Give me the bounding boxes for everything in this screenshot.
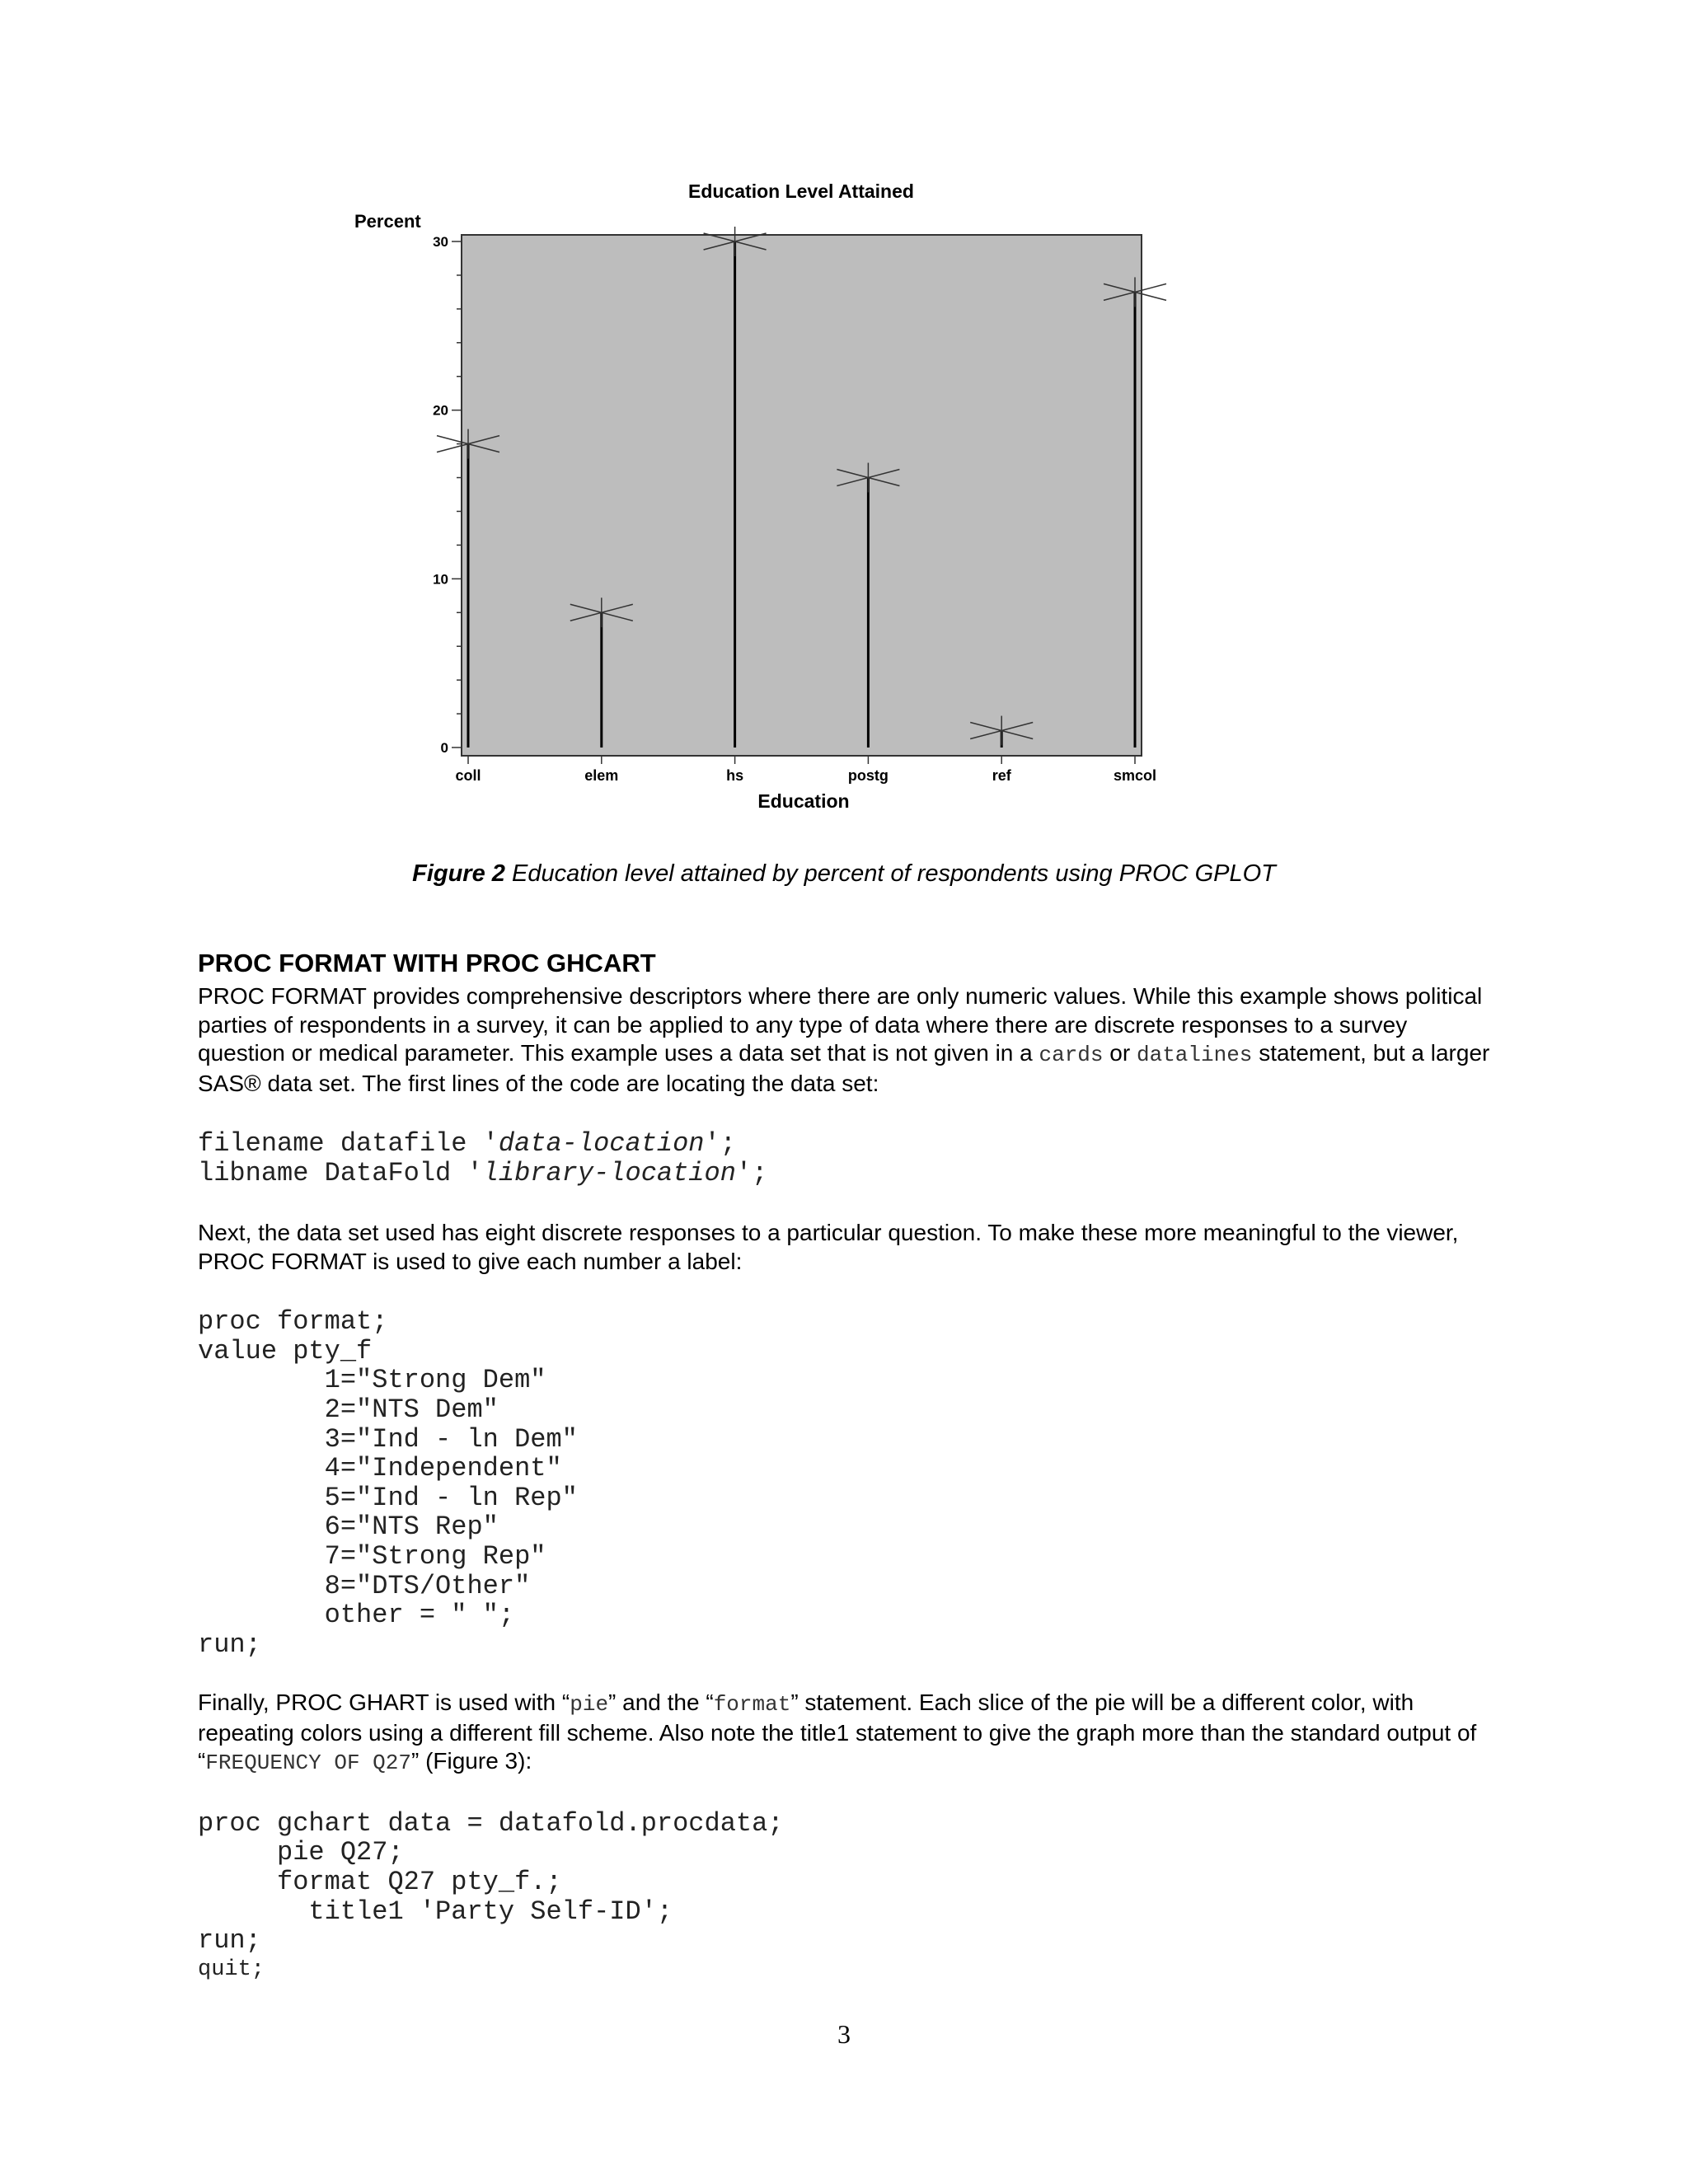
x-tick-label-ref: ref bbox=[992, 767, 1011, 784]
paragraph-2: Next, the data set used has eight discrete responses to a particular question. To make these more meaningful to the viewer, PROC FORMAT is used to give each number a label: bbox=[198, 1220, 1459, 1274]
p3-code-frequency: FREQUENCY OF Q27 bbox=[205, 1750, 411, 1776]
page-number: 3 bbox=[837, 2019, 851, 2049]
p1-text-c: statement, but a larger SAS® data set. The first lines of the code are locating the data set: bbox=[198, 1040, 1490, 1096]
code-block-3-quit: quit; bbox=[198, 1957, 265, 1982]
code1-line1-b: data-location bbox=[498, 1128, 705, 1159]
p3-text-c: ” statement. Each slice of the pie will be a different color, with repeating colors using a different fill scheme. Also note the title1 statement to give the graph more than the standard output of “ bbox=[198, 1690, 1477, 1774]
x-tick-label-coll: coll bbox=[455, 767, 481, 784]
p3-code-pie: pie bbox=[570, 1692, 609, 1718]
section-heading: PROC FORMAT WITH PROC GHCART bbox=[198, 949, 656, 977]
p3-code-format: format bbox=[713, 1692, 791, 1718]
section-content bbox=[198, 948, 1500, 1984]
plot-area bbox=[462, 235, 1142, 756]
x-tick-label-postg: postg bbox=[847, 767, 889, 784]
code1-line1-c: '; bbox=[704, 1128, 736, 1159]
p3-text-b: ” and the “ bbox=[608, 1690, 714, 1716]
y-tick-label: 20 bbox=[433, 402, 448, 419]
y-tick-label: 0 bbox=[440, 740, 448, 756]
p3-text-a: Finally, PROC GHART is used with “ bbox=[198, 1690, 570, 1716]
figure-caption-text: Education level attained by percent of respondents using PROC GPLOT bbox=[504, 860, 1276, 887]
y-tick-label: 10 bbox=[433, 571, 448, 588]
code1-line2-b: library-location bbox=[482, 1157, 736, 1188]
y-tick-label: 30 bbox=[433, 234, 448, 250]
p1-text-b: or bbox=[1103, 1040, 1137, 1066]
p1-text-a: PROC FORMAT provides comprehensive descriptors where there are only numeric values. While this example shows political parties of respondents in a survey, it can be applied to any type of data where there are discrete responses to a survey question or medical parameter. This example uses a data set that is not given in a bbox=[198, 983, 1483, 1066]
paragraph-3 bbox=[198, 1689, 1500, 1778]
x-tick-label-smcol: smcol bbox=[1113, 767, 1157, 784]
p3-text-d: ” (Figure 3): bbox=[410, 1748, 532, 1774]
p1-code-datalines: datalines bbox=[1136, 1043, 1253, 1067]
figure-caption bbox=[0, 860, 1688, 888]
chart-svg bbox=[338, 173, 1195, 832]
paragraph-1 bbox=[198, 982, 1500, 1098]
code1-line2-a: libname DataFold ' bbox=[198, 1157, 483, 1188]
code1-line2-c: '; bbox=[735, 1157, 768, 1188]
code-block-3: proc gchart data = datafold.procdata; pie Q27; format Q27 pty_f.; title1 'Party Self-ID'; run; bbox=[198, 1807, 784, 1957]
code-block-2: proc format; value pty_f 1="Strong Dem" 2="NTS Dem" 3="Ind - ln Dem" 4="Independent" 5="Ind - ln Rep" 6="NTS Rep" 7="Strong Rep" 8="DTS/Other" other = " "; run; bbox=[198, 1306, 578, 1660]
x-tick-label-hs: hs bbox=[726, 767, 744, 784]
education-chart bbox=[338, 173, 1195, 832]
x-axis-label: Education bbox=[757, 790, 850, 812]
code1-line1-a: filename datafile ' bbox=[198, 1128, 499, 1159]
chart-title: Education Level Attained bbox=[688, 180, 914, 202]
figure-label: Figure 2 bbox=[412, 860, 505, 887]
code-block-1 bbox=[198, 1129, 1500, 1188]
p1-code-cards: cards bbox=[1039, 1043, 1104, 1067]
y-axis-label: Percent bbox=[354, 211, 421, 232]
x-tick-label-elem: elem bbox=[584, 767, 619, 784]
